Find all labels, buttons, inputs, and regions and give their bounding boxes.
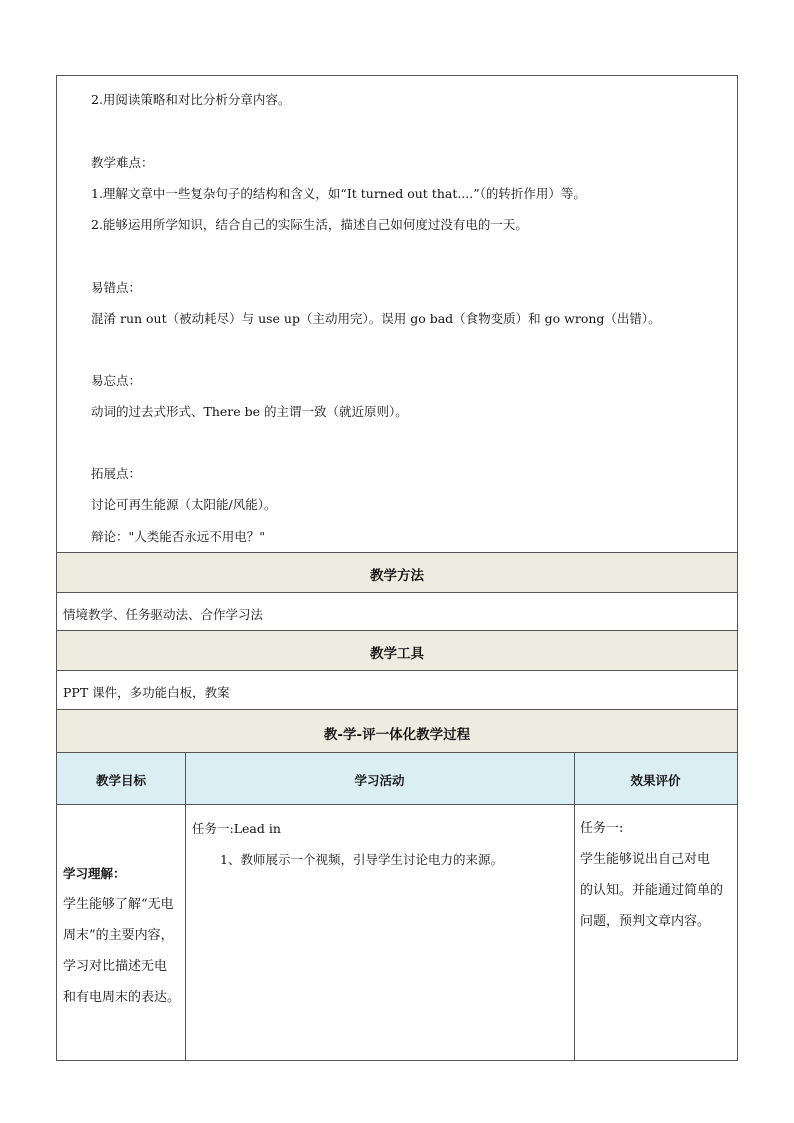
header-activity: 学习活动 [354,773,405,788]
tools-text: PPT 课件，多功能白板，教案 [63,685,230,700]
goal-line-4: 和有电周末的表达。 [63,990,181,1005]
extend-item-1: 讨论可再生能源（太阳能/风能）。 [91,497,277,512]
methods-title: 教学方法 [370,568,424,584]
goal-line-3: 学习对比描述无电 [63,959,168,974]
goal-line-1: 学生能够了解“无电 [63,897,174,912]
errors-title: 易错点： [91,280,142,295]
process-column-headers [57,752,737,804]
goal-line-2: 周末”的主要内容， [63,928,174,943]
column-divider-2 [574,752,575,1061]
column-divider-1 [185,752,186,1061]
forget-title: 易忘点： [91,373,142,388]
extend-title: 拓展点： [91,466,142,481]
tools-header [57,630,737,670]
evaluation-task: 任务一: [580,821,624,836]
methods-text: 情境教学、任务驱动法、合作学习法 [63,607,264,622]
difficulty-title: 教学难点： [91,155,154,170]
evaluation-line-2: 的认知。并能通过简单的 [580,883,724,898]
extend-item-2: 辩论："人类能否永远不用电？" [91,529,265,544]
errors-text: 混淆 run out（被动耗尽）与 use up（主动用完）。误用 go bad（食物变质）和 go wrong（出错）。 [91,311,661,326]
difficulty-item-1: 1.理解文章中一些复杂句子的结构和含义，如“It turned out that....”（的转折作用）等。 [91,186,586,201]
methods-row [57,592,737,630]
header-evaluation: 效果评价 [630,773,681,788]
methods-header [57,552,737,592]
lesson-plan-table [56,75,738,1061]
objective-point-2: 2.用阅读策略和对比分析分章内容。 [91,92,291,107]
process-title: 教-学-评一体化教学过程 [323,727,471,743]
tools-title: 教学工具 [370,646,424,662]
forget-text: 动词的过去式形式、There be 的主谓一致（就近原则）。 [91,404,408,419]
header-goal: 教学目标 [95,773,146,788]
process-header [57,709,737,752]
activity-task: 任务一:Lead in [192,821,281,836]
activity-step-1: 1、教师展示一个视频，引导学生讨论电力的来源。 [220,852,503,867]
difficulty-item-2: 2.能够运用所学知识，结合自己的实际生活，描述自己如何度过没有电的一天。 [91,217,528,232]
tools-row [57,670,737,709]
process-content-row [57,804,737,1061]
evaluation-line-1: 学生能够说出自己对电 [580,852,711,867]
goal-label: 学习理解： [63,866,126,881]
evaluation-line-3: 问题，预判文章内容。 [580,914,711,929]
